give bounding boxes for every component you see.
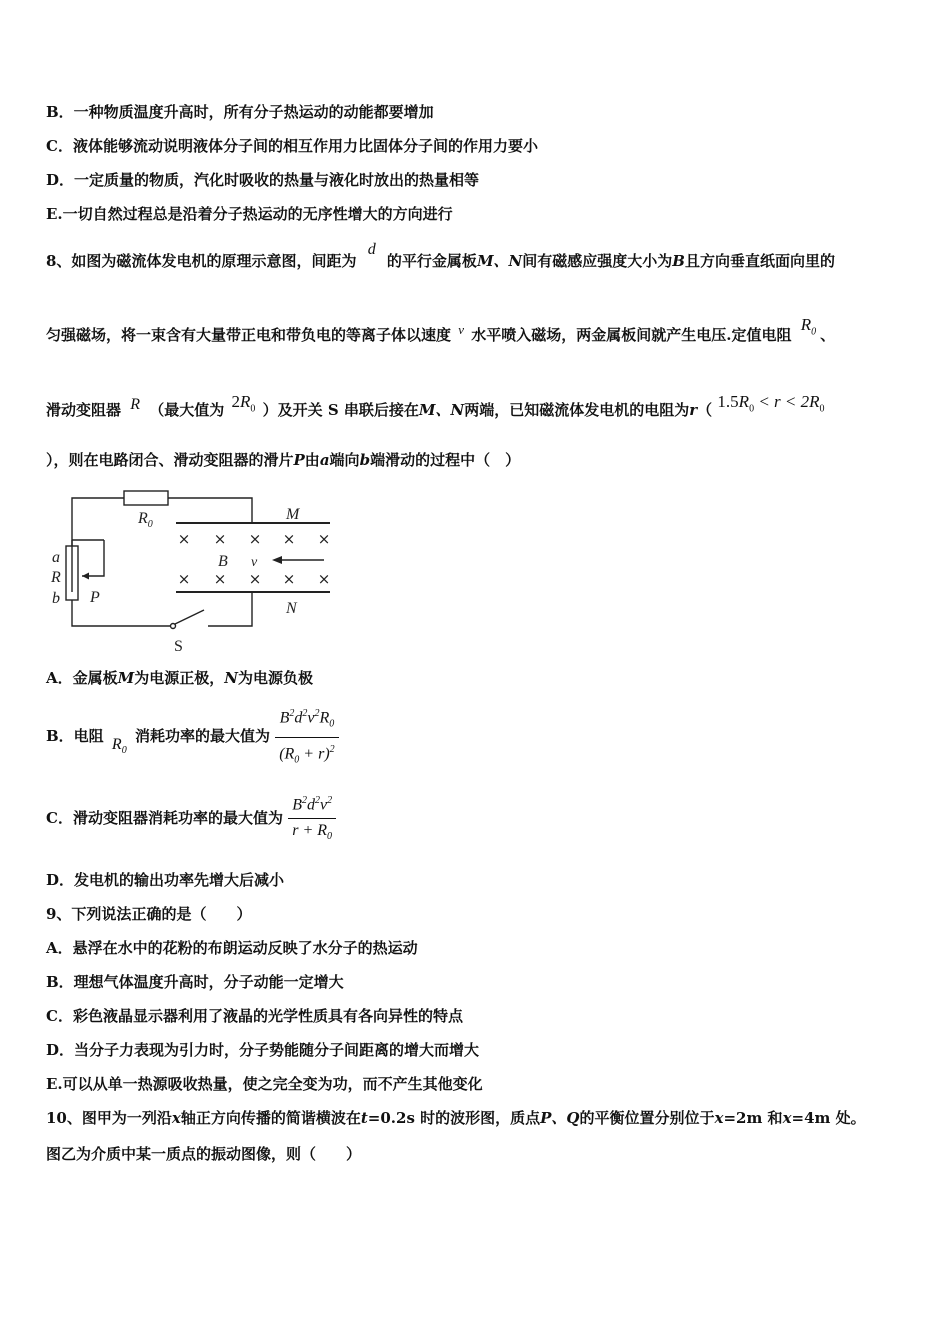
cross-mark: ×	[282, 530, 296, 548]
cross-mark: ×	[282, 570, 296, 588]
label-b-end: b	[52, 590, 60, 607]
switch-s-pivot	[171, 624, 176, 629]
slider-arrow-head	[82, 573, 89, 580]
q8-stem-line4: ），则在电路闭合、滑动变阻器的滑片P由a端向b端滑动的过程中（ ）	[46, 451, 521, 469]
symbol-r-rheostat: R	[130, 396, 141, 413]
q7-option-c: C．液体能够流动说明液体分子间的相互作用力比固体分子间的作用力要小	[46, 137, 538, 155]
label-p: P	[90, 589, 100, 606]
wire-left-top	[72, 498, 124, 592]
q9-stem: 9、下列说法正确的是（ ）	[46, 905, 252, 923]
q8-stem-line1: 8、如图为磁流体发电机的原理示意图，间距为 d 的平行金属板M、N间有磁感应强度大小为B且方向垂直纸面向里的	[46, 241, 835, 270]
label-v: v	[251, 555, 258, 570]
cross-mark: ×	[317, 530, 331, 548]
formula-max-power-r0: $\frac{B^2d^2v^2R_0}{(R_0 + r)^2}$	[275, 704, 338, 770]
label-m: M	[286, 506, 300, 523]
symbol-mn: M、N	[476, 252, 523, 270]
q8-option-b: B．电阻 $R_0$ 消耗功率的最大值为 $\frac{B^2d^2v^2R_0}{(R_0 + r)^2}$	[46, 704, 339, 764]
velocity-arrow-head	[272, 556, 282, 564]
symbol-d: d	[367, 241, 376, 258]
slider-p	[82, 540, 104, 576]
label-rheostat-r: R	[51, 569, 61, 586]
label-r0: $R_0$	[138, 510, 153, 530]
cross-mark: ×	[248, 570, 262, 588]
q8-stem-line2: 匀强磁场，将一束含有大量带正电和带负电的等离子体以速度 v 水平喷入磁场，两金属板间就产生电压.定值电阻 $R_0$ 、	[46, 315, 836, 344]
q9-option-a: A．悬浮在水中的花粉的布朗运动反映了水分子的热运动	[46, 939, 418, 957]
switch-s-blade	[175, 610, 204, 624]
q8-option-d: D．发电机的输出功率先增大后减小	[46, 871, 285, 889]
q10-stem-line2: 图乙为介质中某一质点的振动图像，则（ ）	[46, 1145, 362, 1163]
mhd-generator-circuit-diagram	[46, 484, 346, 656]
resistor-r0-symbol	[124, 491, 168, 505]
q9-option-c: C．彩色液晶显示器利用了液晶的光学性质具有各向异性的特点	[46, 1007, 463, 1025]
wire-bottom-to-n	[208, 592, 252, 626]
resistance-inequality: $1.5R_0 < r < 2R_0$	[717, 392, 825, 415]
symbol-r0: $R_0$	[800, 315, 817, 338]
symbol-r0-inline: $R_0$	[111, 736, 127, 757]
max-value-2r0: $2R_0$	[231, 392, 256, 415]
cross-mark: ×	[177, 570, 191, 588]
wire-bottom-left	[72, 600, 170, 626]
q9-option-b: B．理想气体温度升高时，分子动能一定增大	[46, 973, 344, 991]
q7-option-b: B．一种物质温度升高时，所有分子热运动的动能都要增加	[46, 103, 434, 121]
cross-mark: ×	[317, 570, 331, 588]
q9-option-d: D．当分子力表现为引力时，分子势能随分子间距离的增大而增大	[46, 1041, 480, 1059]
cross-mark: ×	[213, 530, 227, 548]
q8-stem-line3: 滑动变阻器 R （最大值为 $2R_0$ ）及开关 S 串联后接在M、N两端，已知磁流体发电机的电阻为r（ $1.5R_0 < r < 2R_0$	[46, 392, 825, 419]
label-b: B	[218, 553, 228, 570]
symbol-v: v	[458, 322, 465, 337]
cross-mark: ×	[248, 530, 262, 548]
label-s: S	[174, 638, 183, 655]
q7-option-e: E.一切自然过程总是沿着分子热运动的无序性增大的方向进行	[46, 205, 453, 223]
q8-option-a: A．金属板M为电源正极，N为电源负极	[46, 669, 313, 687]
q10-stem-line1: 10、图甲为一列沿x轴正方向传播的简谐横波在t=0.2s 时的波形图，质点P、Q的平衡位置分别位于x=2m 和x=4m 处。	[46, 1109, 866, 1127]
cross-mark: ×	[213, 570, 227, 588]
formula-max-power-rheostat: $\frac{B^2d^2v^2}{r + R_0}$	[288, 791, 336, 847]
q8-option-c: C．滑动变阻器消耗功率的最大值为 $\frac{B^2d^2v^2}{r + R_0}$	[46, 788, 336, 848]
label-n: N	[286, 600, 297, 617]
wire-top-to-m	[168, 498, 252, 522]
q9-option-e: E.可以从单一热源吸收热量，使之完全变为功，而不产生其他变化	[46, 1075, 483, 1093]
symbol-b-field: B	[672, 252, 685, 270]
q7-option-d: D．一定质量的物质，汽化时吸收的热量与液化时放出的热量相等	[46, 171, 480, 189]
cross-mark: ×	[177, 530, 191, 548]
label-a: a	[52, 549, 60, 566]
